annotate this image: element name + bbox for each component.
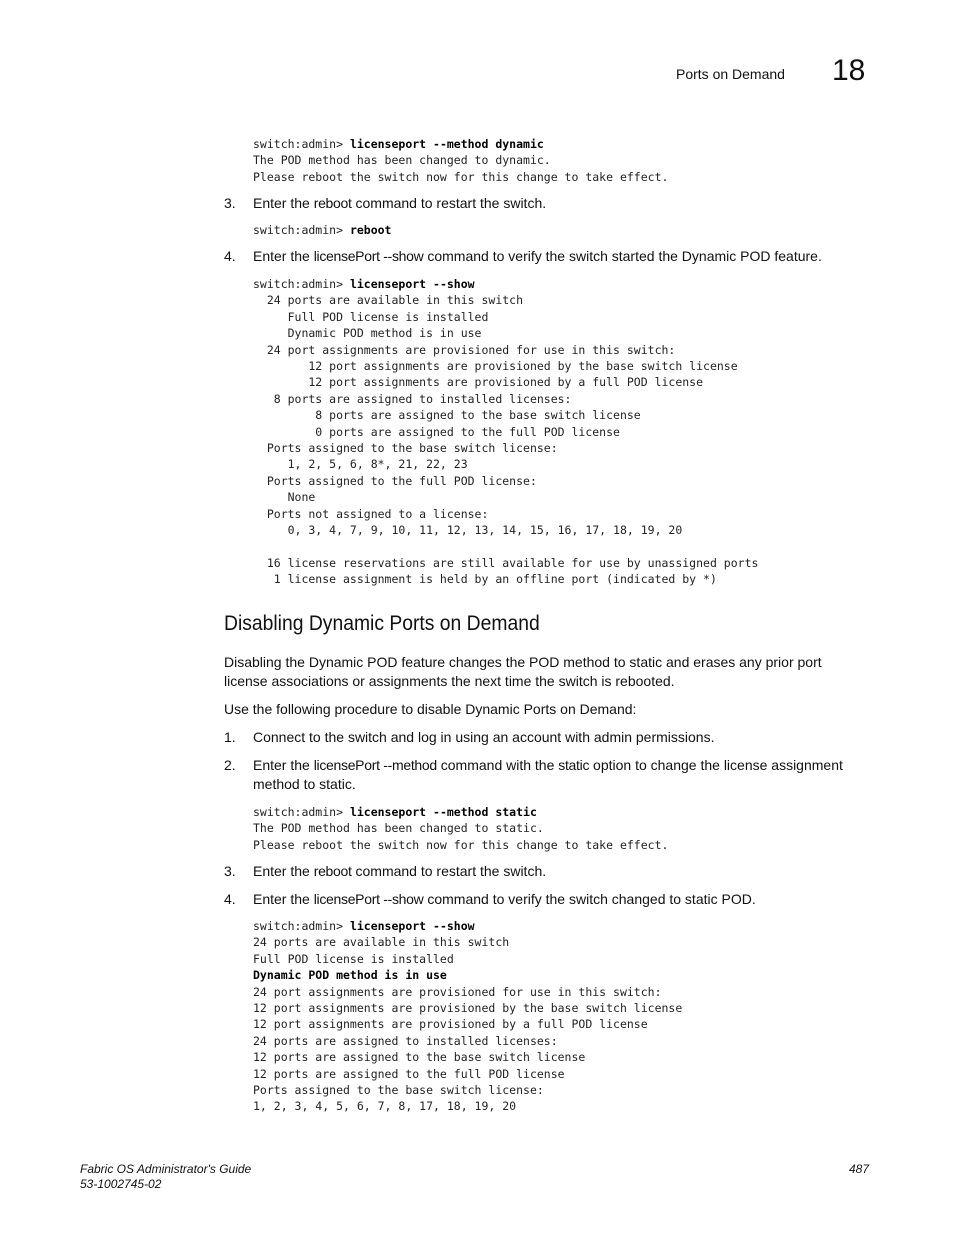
code-block-method-dynamic (253, 136, 668, 185)
step-text: Enter the reboot command to restart the switch. (253, 195, 547, 211)
code-prompt: switch:admin> (253, 277, 350, 291)
command-name: licensePort --show (313, 248, 424, 264)
code-prompt: switch:admin> (253, 805, 350, 819)
step-number: 2. (224, 757, 236, 773)
code-block-show-dynamic (253, 276, 758, 588)
command-name: reboot (313, 195, 352, 211)
code-highlight-line: Dynamic POD method is in use (253, 968, 447, 983)
step-number: 1. (224, 729, 236, 745)
code-output: The POD method has been changed to dynamic. Please reboot the switch now for this change to take effect. (253, 153, 669, 184)
step-text: Connect to the switch and log in using an account with admin permissions. (253, 729, 715, 745)
step-number: 4. (224, 248, 236, 264)
code-output: 24 ports are available in this switch Full POD license is installed Dynamic POD method is in use 24 port assignments are provisioned for use in this switch: 12 port assignments are provisioned by the base switch license 12 port assignments are provisioned by a full POD license 8 ports are assigned to installed licenses: 8 ports are assigned to the base switch license 0 ports are assigned to the full POD license Ports assigned to the base switch license: 1, 2, 5, 6, 8*, 21, 22, 23 Ports assigned to the full POD license: None Ports not assigned to a license: 0, 3, 4, 7, 9, 10, 11, 12, 13, 14, 15, 16, 17, 18, 19, 20 16 license reservations are still available for use by unassigned ports 1 license assignment is held by an offline port (indicated by *) (266, 293, 759, 587)
running-header-title: Ports on Demand (676, 66, 785, 82)
step-text: Enter the licensePort --show command to verify the switch changed to static POD. (253, 891, 756, 907)
code-block-method-static (253, 804, 668, 853)
code-block-show-static (253, 918, 682, 1115)
code-block-reboot (253, 222, 391, 238)
code-command: licenseport --show (349, 277, 475, 291)
step-number: 3. (224, 863, 236, 879)
section-heading: Disabling Dynamic Ports on Demand (224, 612, 540, 635)
code-command: licenseport --show (349, 919, 475, 933)
code-output: 24 port assignments are provisioned for use in this switch: 12 port assignments are provisioned by the base switch license 12 port assignments are provisioned by a full POD license 24 ports are assigned to installed licenses: 12 ports are assigned to the base switch license 12 ports are assigned to the full POD license Ports assigned to the base switch license: 1, 2, 3, 4, 5, 6, 7, 8, 17, 18, 19, 20 (253, 984, 683, 1114)
code-prompt: switch:admin> (253, 919, 350, 933)
footer-guide-title: Fabric OS Administrator's Guide (80, 1162, 252, 1176)
chapter-number: 18 (832, 54, 866, 87)
code-command: reboot (349, 223, 392, 237)
step-number: 4. (224, 891, 236, 907)
code-prompt: switch:admin> (253, 137, 350, 151)
step-text: Enter the reboot command to restart the switch. (253, 863, 547, 879)
code-output: 24 ports are available in this switch Full POD license is installed (253, 935, 510, 966)
footer-guide-info (80, 1162, 251, 1192)
step-number: 3. (224, 195, 236, 211)
code-command: licenseport --method dynamic (349, 137, 544, 151)
command-name: reboot (313, 863, 352, 879)
code-command: licenseport --method static (349, 805, 537, 819)
procedure-intro-paragraph: Use the following procedure to disable Dynamic Ports on Demand: (224, 701, 637, 717)
command-name: licensePort --show (313, 891, 424, 907)
step-text: Enter the licensePort --method command with the static option to change the license assignment method to static. (253, 757, 843, 792)
code-output: The POD method has been changed to static. Please reboot the switch now for this change to take effect. (253, 821, 669, 852)
footer-doc-number: 53-1002745-02 (80, 1177, 162, 1191)
section-intro-paragraph: Disabling the Dynamic POD feature changes the POD method to static and erases any prior port license associations or assignments the next time the switch is rebooted. (224, 654, 822, 689)
option-name: static (558, 757, 590, 773)
command-name: licensePort --method (313, 757, 437, 773)
step-text: Enter the licensePort --show command to verify the switch started the Dynamic POD feature. (253, 248, 822, 264)
code-prompt: switch:admin> (253, 223, 350, 237)
page-number: 487 (849, 1162, 870, 1176)
